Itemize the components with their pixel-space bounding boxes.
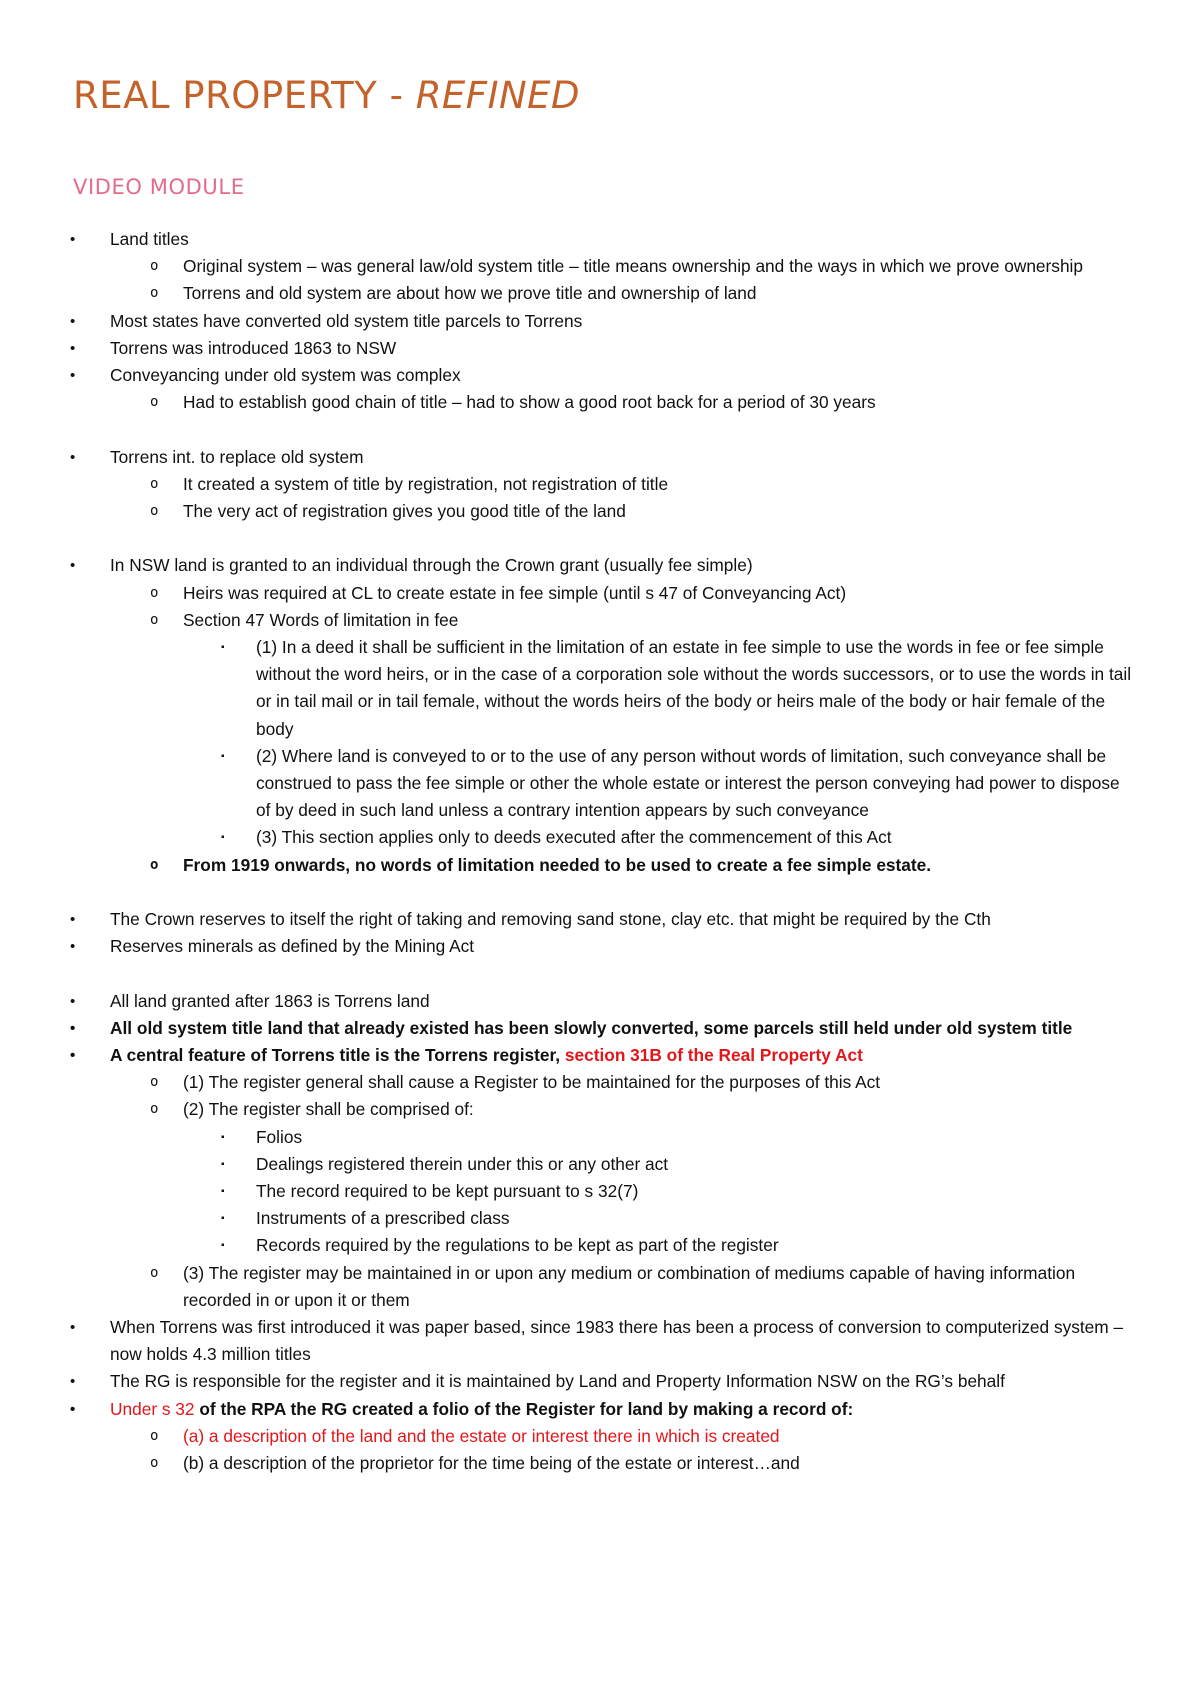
- bullet-icon: o: [150, 475, 159, 492]
- list-item: o Section 47 Words of limitation in fee: [0, 607, 1200, 634]
- list-item: • Reserves minerals as defined by the Mining Act: [0, 933, 1200, 960]
- bullet-icon: o: [150, 1427, 159, 1444]
- section-reference: Under s 32: [110, 1398, 195, 1419]
- list-item: o Torrens and old system are about how we prove title and ownership of land: [0, 280, 1200, 307]
- list-item: • The RG is responsible for the register and it is maintained by Land and Property Information NSW on the RG’s behalf: [0, 1368, 1200, 1395]
- bullet-icon: ▪: [221, 750, 225, 762]
- bullet-icon: o: [150, 285, 159, 302]
- section-reference: section 31B of the Real Property Act: [564, 1045, 863, 1066]
- list-item: • Torrens was introduced 1863 to NSW: [0, 335, 1200, 362]
- bullet-icon: •: [70, 557, 76, 575]
- list-item: o (2) The register shall be comprised of:: [0, 1096, 1200, 1123]
- bullet-icon: o: [150, 1101, 159, 1118]
- list-item: ▪ Folios: [0, 1124, 1200, 1151]
- list-item: o Original system – was general law/old system title – title means ownership and the ways in which we prove ownership: [0, 253, 1200, 280]
- bullet-icon: ▪: [221, 1186, 225, 1198]
- bullet-icon: o: [150, 1074, 159, 1091]
- list-item: • Most states have converted old system title parcels to Torrens: [0, 308, 1200, 335]
- list-item: ▪ (1) In a deed it shall be sufficient in the limitation of an estate in fee simple to use the words in fee or fee simple without the word heirs, or in the case of a corporation sole without the words successors, or to use the words in tail or in tail mail or in tail female, without the words heirs of the body or heirs male of the body or hair female of the body: [0, 634, 1200, 743]
- bullet-icon: o: [150, 394, 159, 411]
- list-item: • Conveyancing under old system was complex: [0, 362, 1200, 389]
- list-item: • In NSW land is granted to an individual through the Crown grant (usually fee simple): [0, 552, 1200, 579]
- list-item: o (1) The register general shall cause a Register to be maintained for the purposes of this Act: [0, 1069, 1200, 1096]
- list-item: ▪ Instruments of a prescribed class: [0, 1205, 1200, 1232]
- bullet-icon: o: [150, 856, 159, 873]
- list-item: ▪ (2) Where land is conveyed to or to the use of any person without words of limitation, such conveyance shall be construed to pass the fee simple or other the whole estate or interest the person conveying had power to dispose of by deed in such land unless a contrary intention appears by such conveyance: [0, 743, 1200, 825]
- bullet-icon: ▪: [221, 1213, 225, 1225]
- list-item: o Had to establish good chain of title – had to show a good root back for a period of 30 years: [0, 389, 1200, 416]
- list-item: ▪ Dealings registered therein under this or any other act: [0, 1151, 1200, 1178]
- bullet-icon: •: [70, 312, 76, 330]
- bullet-icon: o: [150, 1264, 159, 1281]
- list-item: o The very act of registration gives you good title of the land: [0, 498, 1200, 525]
- list-item: o It created a system of title by registration, not registration of title: [0, 471, 1200, 498]
- list-item: • The Crown reserves to itself the right of taking and removing sand stone, clay etc. that might be required by the Cth: [0, 906, 1200, 933]
- list-item: • A central feature of Torrens title is the Torrens register, section 31B of the Real Property Act: [0, 1042, 1200, 1069]
- bullet-icon: o: [150, 611, 159, 628]
- list-item: • All land granted after 1863 is Torrens land: [0, 988, 1200, 1015]
- section-heading: VIDEO MODULE: [73, 175, 245, 199]
- bullet-icon: •: [70, 1019, 76, 1037]
- bullet-icon: •: [70, 339, 76, 357]
- bullet-icon: o: [150, 503, 159, 520]
- list-item: ▪ (3) This section applies only to deeds executed after the commencement of this Act: [0, 824, 1200, 851]
- title-italic: REFINED: [415, 74, 581, 117]
- list-item: • Land titles: [0, 226, 1200, 253]
- notes-list: [0, 226, 1200, 1477]
- bullet-icon: •: [70, 231, 76, 248]
- bullet-icon: •: [70, 1319, 76, 1337]
- bullet-icon: •: [70, 992, 76, 1010]
- bullet-icon: ▪: [221, 642, 225, 654]
- list-item: • Torrens int. to replace old system: [0, 444, 1200, 471]
- bullet-icon: •: [70, 911, 76, 929]
- bullet-icon: o: [150, 1455, 159, 1472]
- bullet-icon: •: [70, 1400, 76, 1418]
- bullet-icon: ▪: [221, 1240, 225, 1252]
- list-item: • All old system title land that already existed has been slowly converted, some parcels still held under old system title: [0, 1015, 1200, 1042]
- bullet-icon: ▪: [221, 832, 225, 844]
- list-item: o From 1919 onwards, no words of limitation needed to be used to create a fee simple estate.: [0, 852, 1200, 879]
- bullet-icon: ▪: [221, 1158, 225, 1170]
- bullet-icon: o: [150, 258, 159, 275]
- title-main: REAL PROPERTY -: [73, 74, 416, 117]
- bullet-icon: •: [70, 1047, 76, 1065]
- list-item: • Under s 32 of the RPA the RG created a folio of the Register for land by making a record of:: [0, 1396, 1200, 1423]
- bullet-icon: ▪: [221, 1131, 225, 1143]
- list-item: o (3) The register may be maintained in or upon any medium or combination of mediums capable of having information recorded in or upon it or them: [0, 1260, 1200, 1314]
- list-item: ▪ The record required to be kept pursuant to s 32(7): [0, 1178, 1200, 1205]
- list-item: o (b) a description of the proprietor for the time being of the estate or interest…and: [0, 1450, 1200, 1477]
- bullet-icon: •: [70, 938, 76, 956]
- list-item: ▪ Records required by the regulations to be kept as part of the register: [0, 1232, 1200, 1259]
- bullet-icon: o: [150, 584, 159, 601]
- list-item: o Heirs was required at CL to create estate in fee simple (until s 47 of Conveyancing Act): [0, 580, 1200, 607]
- bullet-icon: •: [70, 448, 76, 466]
- list-item: • When Torrens was first introduced it was paper based, since 1983 there has been a process of conversion to computerized system – now holds 4.3 million titles: [0, 1314, 1200, 1368]
- list-item: o (a) a description of the land and the estate or interest there in which is created: [0, 1423, 1200, 1450]
- document-title: [73, 74, 580, 117]
- bullet-icon: •: [70, 367, 76, 385]
- bullet-icon: •: [70, 1373, 76, 1391]
